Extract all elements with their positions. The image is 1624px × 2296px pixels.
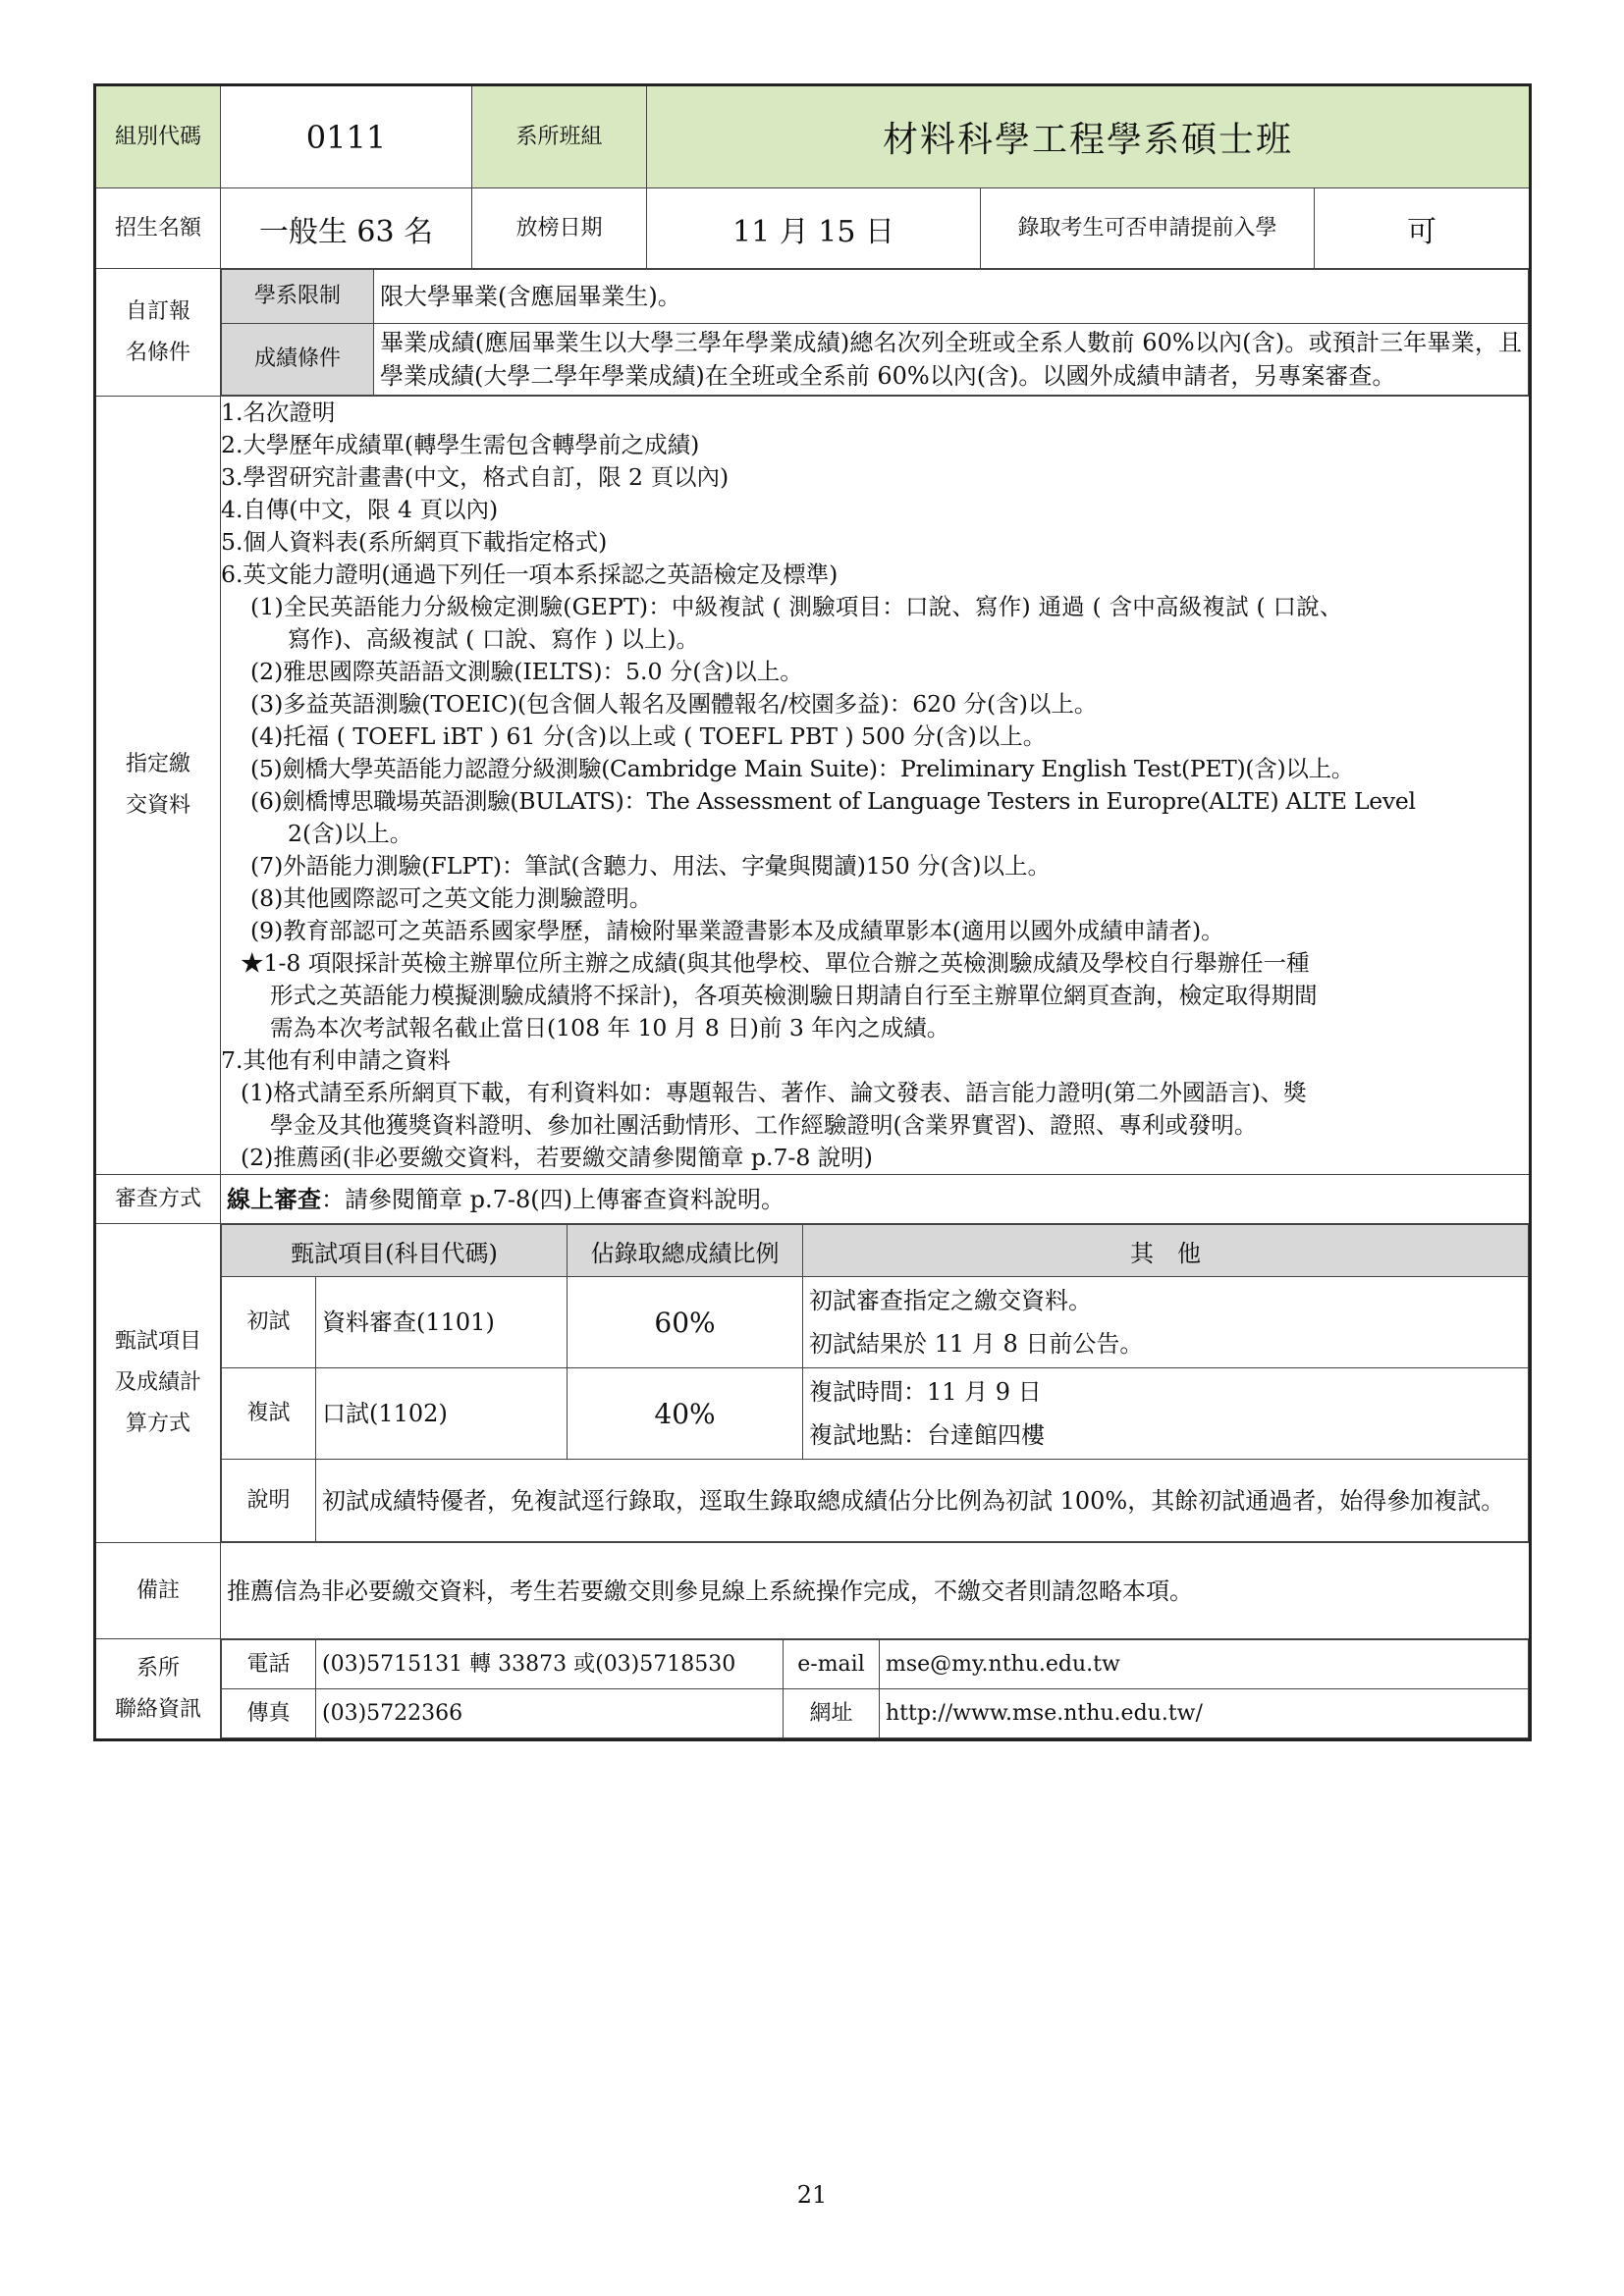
exam-note: 初試成績特優者，免複試逕行錄取，逕取生錄取總成績佔分比例為初試 100%，其餘初試通過者，始得參加複試。	[316, 1460, 1529, 1542]
exam-label	[95, 1224, 221, 1543]
dept-label: 系所班組	[472, 85, 647, 188]
other-material-item: (2)推薦函(非必要繳交資料，若要繳交請參閱簡章 p.7-8 說明)	[241, 1144, 873, 1171]
exam-label-line2: 及成績計	[114, 1370, 201, 1396]
dept-name: 材料科學工程學系碩士班	[647, 85, 1531, 188]
exam-item-header: 甄試項目(科目代碼)	[222, 1225, 568, 1277]
english-test-item: (4)托福 ( TOEFL iBT ) 61 分(含)以上或 ( TOEFL PBT ) 500 分(含)以上。	[250, 722, 1047, 750]
english-test-item: (6)劍橋博思職場英語測驗(BULATS)：The Assessment of Language Testers in Europre(ALTE) ALTE Level	[250, 787, 1416, 815]
english-test-item-cont: 寫作)、高級複試 ( 口說、寫作 ) 以上)。	[288, 625, 700, 653]
exam-label-line3: 算方式	[125, 1411, 190, 1436]
exam-stage: 初試	[222, 1277, 316, 1368]
english-test-item-cont: 2(含)以上。	[288, 820, 413, 847]
contact-label-line2: 聯絡資訊	[114, 1696, 201, 1722]
email-label: e-mail	[784, 1640, 880, 1689]
grade-condition-label: 成績條件	[222, 324, 374, 396]
exam-other	[803, 1277, 1529, 1368]
contact-label-line1: 系所	[135, 1655, 180, 1681]
review-method	[221, 1175, 1531, 1224]
contact-subtable	[221, 1639, 1529, 1738]
english-test-item: (1)全民英語能力分級檢定測驗(GEPT)：中級複試 ( 測驗項目：口說、寫作) 通過 ( 含中高級複試 ( 口說、	[250, 593, 1343, 620]
website-label: 網址	[784, 1689, 880, 1738]
page-number: 21	[796, 2181, 828, 2209]
exam-other-line: 初試審查指定之繳交資料。	[809, 1287, 1093, 1314]
conditions-cell	[221, 269, 1531, 397]
email-link[interactable]: mse@my.nthu.edu.tw	[880, 1640, 1529, 1689]
phone-label: 電話	[222, 1640, 316, 1689]
contact-label	[95, 1639, 221, 1740]
conditions-label-line1: 自訂報	[125, 298, 190, 324]
english-test-item: (2)雅思國際英語語文測驗(IELTS)：5.0 分(含)以上。	[250, 658, 803, 685]
fax-label: 傳真	[222, 1689, 316, 1738]
remarks-label: 備註	[95, 1543, 221, 1639]
fax-value: (03)5722366	[316, 1689, 784, 1738]
other-material-item-cont: 學金及其他獲獎資料證明、參加社團活動情形、工作經驗證明(含業界實習)、證照、專利或發明。	[270, 1111, 1258, 1139]
admission-sheet	[93, 83, 1529, 1741]
grade-condition-value: 畢業成績(應屆畢業生以大學三學年學業成績)總名次列全班或全系人數前 60%以內(含)。或預計三年畢業，且學業成績(大學二學年學業成績)在全班或全系前 60%以內(含)。以國外成績申請者，另專案審查。	[374, 324, 1529, 396]
english-test-note: ★1-8 項限採計英檢主辦單位所主辦之成績(與其他學校、單位合辦之英檢測驗成績及學校自行舉辦任一種	[241, 949, 1310, 977]
english-test-item: (8)其他國際認可之英文能力測驗證明。	[250, 884, 653, 912]
material-item: 3.學習研究計畫書(中文，格式自訂，限 2 頁以內)	[221, 463, 730, 491]
english-test-item: (5)劍橋大學英語能力認證分級測驗(Cambridge Main Suite)：Preliminary English Test(PET)(含)以上。	[250, 755, 1354, 782]
english-test-item: (9)教育部認可之英語系國家學歷，請檢附畢業證書影本及成績單影本(適用以國外成績申請者)。	[250, 917, 1224, 944]
material-item: 7.其他有利申請之資料	[221, 1046, 451, 1074]
english-test-note-cont: 需為本次考試報名截止當日(108 年 10 月 8 日)前 3 年內之成績。	[270, 1014, 950, 1041]
exam-item: 口試(1102)	[316, 1368, 568, 1460]
other-material-item: (1)格式請至系所網頁下載，有利資料如：專題報告、著作、論文發表、語言能力證明(第二外國語言)、獎	[241, 1079, 1307, 1106]
early-entry-value: 可	[1315, 188, 1531, 269]
material-item: 4.自傳(中文，限 4 頁以內)	[221, 496, 499, 523]
exam-other	[803, 1368, 1529, 1460]
exam-note-label: 說明	[222, 1460, 316, 1542]
exam-other-line: 複試地點：台達館四樓	[809, 1421, 1046, 1449]
exam-ratio-header: 佔錄取總成績比例	[568, 1225, 803, 1277]
review-method-bold: 線上審查	[227, 1184, 321, 1213]
exam-ratio: 60%	[568, 1277, 803, 1368]
exam-ratio: 40%	[568, 1368, 803, 1460]
exam-label-line1: 甄試項目	[114, 1329, 201, 1355]
quota-label: 招生名額	[95, 188, 221, 269]
english-test-note-cont: 形式之英語能力模擬測驗成績將不採計)，各項英檢測驗日期請自行至主辦單位網頁查詢，檢定取得期間	[270, 982, 1318, 1009]
english-test-item: (7)外語能力測驗(FLPT)：筆試(含聽力、用法、字彙與閱讀)150 分(含)以上。	[250, 852, 1052, 880]
exam-item: 資料審查(1101)	[316, 1277, 568, 1368]
materials-label	[95, 397, 221, 1175]
materials-label-line1: 指定繳	[125, 752, 190, 777]
conditions-label	[95, 269, 221, 397]
review-method-text: ：請參閱簡章 p.7-8(四)上傳審查資料說明。	[321, 1185, 785, 1213]
material-item: 2.大學歷年成績單(轉學生需包含轉學前之成績)	[221, 431, 700, 458]
materials-label-line2: 交資料	[125, 793, 190, 818]
conditions-label-line2: 名條件	[125, 340, 190, 365]
exam-subtable	[221, 1224, 1529, 1542]
admission-table	[93, 83, 1532, 1741]
english-test-item: (3)多益英語測驗(TOEIC)(包含個人報名及團體報名/校園多益)：620 分(含)以上。	[250, 690, 1098, 718]
phone-value: (03)5715131 轉 33873 或(03)5718530	[316, 1640, 784, 1689]
restriction-value: 限大學畢業(含應屆畢業生)。	[374, 270, 1529, 324]
conditions-subtable	[221, 269, 1529, 396]
quota-value: 一般生 63 名	[221, 188, 472, 269]
exam-other-line: 初試結果於 11 月 8 日前公告。	[809, 1330, 1144, 1358]
release-date-label: 放榜日期	[472, 188, 647, 269]
group-code-label: 組別代碼	[95, 85, 221, 188]
review-label: 審查方式	[95, 1175, 221, 1224]
release-date-value: 11 月 15 日	[647, 188, 981, 269]
exam-stage: 複試	[222, 1368, 316, 1460]
material-item: 5.個人資料表(系所網頁下載指定格式)	[221, 528, 608, 556]
material-item: 1.名次證明	[221, 399, 336, 426]
materials-list	[221, 397, 1531, 1175]
restriction-label: 學系限制	[222, 270, 374, 324]
exam-cell	[221, 1224, 1531, 1543]
remarks-text: 推薦信為非必要繳交資料，考生若要繳交則參見線上系統操作完成，不繳交者則請忽略本項。	[221, 1543, 1531, 1639]
exam-other-header: 其 他	[803, 1225, 1529, 1277]
website-link[interactable]: http://www.mse.nthu.edu.tw/	[880, 1689, 1529, 1738]
contact-cell	[221, 1639, 1531, 1740]
early-entry-label: 錄取考生可否申請提前入學	[981, 188, 1315, 269]
group-code: 0111	[221, 85, 472, 188]
material-item: 6.英文能力證明(通過下列任一項本系採認之英語檢定及標準)	[221, 561, 839, 588]
exam-other-line: 複試時間：11 月 9 日	[809, 1378, 1042, 1406]
